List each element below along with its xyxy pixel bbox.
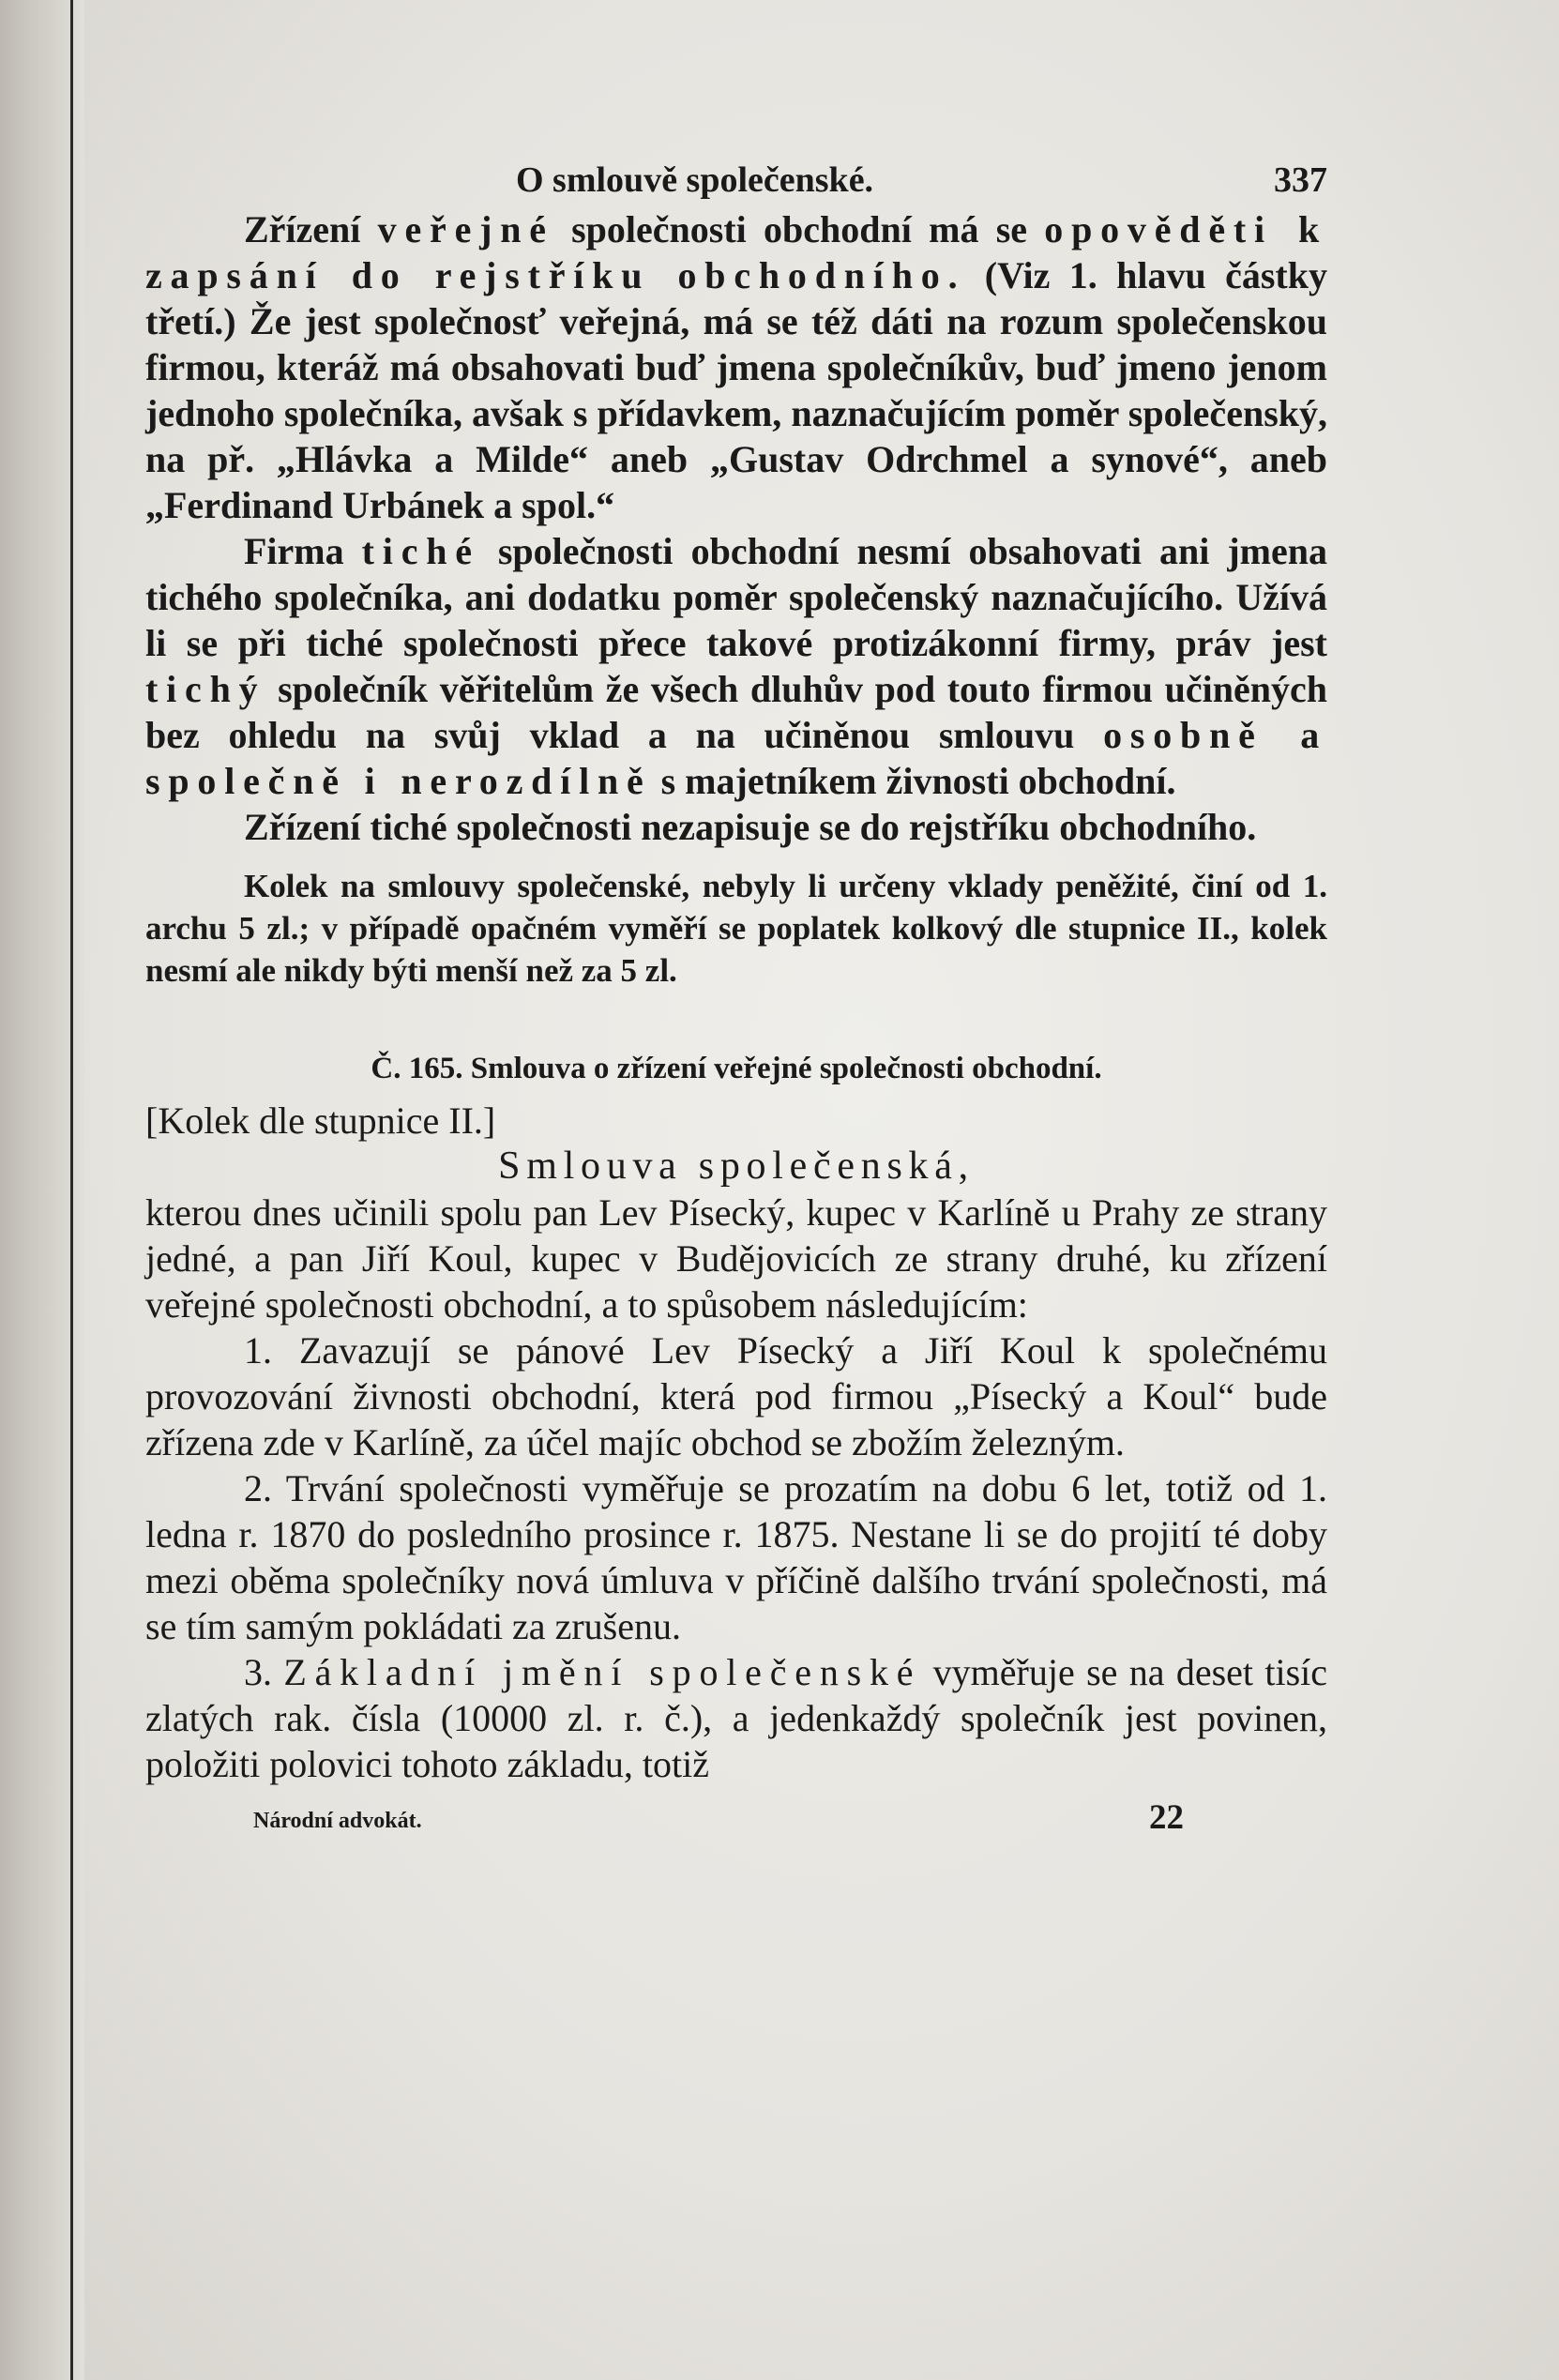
page-header	[145, 141, 1327, 206]
running-title: O smlouvě společenské.	[516, 160, 874, 200]
contract-article-3: 3. Základní jmění společenské vyměřuje se na deset tisíc zlatých rak. čísla (10000 zl. r. č.), a jedenkaždý společník jest povinen, položiti polovici tohoto základu, totiž	[145, 1651, 1327, 1785]
page-footer	[145, 1791, 1327, 1847]
page-number: 337	[1274, 160, 1327, 200]
spine-edge-line	[70, 0, 73, 2380]
paragraph-stamp-duty: Kolek na smlouvy společenské, nebyly li určeny vklady peněžité, činí od 1. archu 5 zl.; v případě opačném vyměří se poplatek kolkový dle stupnice II., kolek nesmí ale nikdy býti menší než za 5 zl.	[145, 868, 1327, 989]
contract-article-2: 2. Trvání společnosti vyměřuje se prozatím na dobu 6 let, totiž od 1. ledna r. 1870 do posledního prosince r. 1875. Nestane li se do projití té doby mezi oběma společníky nová úmluva v příčině dalšího trvání společnosti, má se tím samým pokládati za zrušenu.	[145, 1467, 1327, 1647]
contract-article-1: 1. Zavazují se pánové Lev Písecký a Jiří Koul k společnému provozování živnosti obchodní, která pod firmou „Písecký a Koul“ bude zřízena zde v Karlíně, za účel majíc obchod se zbožím železným.	[145, 1329, 1327, 1463]
contract-intro: kterou dnes učinili spolu pan Lev Písecký, kupec v Karlíně u Prahy ze strany jedné, a pan Jiří Koul, kupec v Budějovicích ze strany druhé, ku zřízení veřejné společnosti obchodní, a to spůsobem následujícím:	[145, 1191, 1327, 1326]
contract-title: Smlouva společenská,	[498, 1145, 975, 1188]
stamp-note: [Kolek dle stupnice II.]	[145, 1099, 496, 1142]
paragraph-registry-note: Zřízení tiché společnosti nezapisuje se do rejstříku obchodního.	[244, 806, 1257, 848]
page-text-block	[145, 141, 1327, 1847]
sheet-number: 22	[1149, 1798, 1184, 1837]
sheet-signature: Národní advokát.	[253, 1809, 422, 1833]
paragraph-silent-company: Firma tiché společnosti obchodní nesmí obsahovati ani jmena tichého společníka, ani dodatku poměr společenský naznačujícího. Užívá li se při tiché společnosti přece takové protizákonní firmy, práv jest tichý společník věřitelům že všech dluhův pod touto firmou učiněných bez ohledu na svůj vklad a na učiněnou smlouvu osobně a společně i nerozdílně s majetníkem živnosti obchodní.	[145, 530, 1328, 802]
form-heading: Č. 165. Smlouva o zřízení veřejné společnosti obchodní.	[371, 1052, 1102, 1085]
paragraph-public-company: Zřízení veřejné společnosti obchodní má se opověděti k zapsání do rejstříku obchodního. (Viz 1. hlavu částky třetí.) Že jest společnosť veřejná, má se též dáti na rozum společenskou firmou, kteráž má obsahovati buď jmena společníkův, buď jmeno jenom jednoho společníka, avšak s přídavkem, naznačujícím poměr společenský, na př. „Hlávka a Milde“ aneb „Gustav Odrchmel a synové“, aneb „Ferdinand Urbánek a spol.“	[145, 208, 1328, 526]
